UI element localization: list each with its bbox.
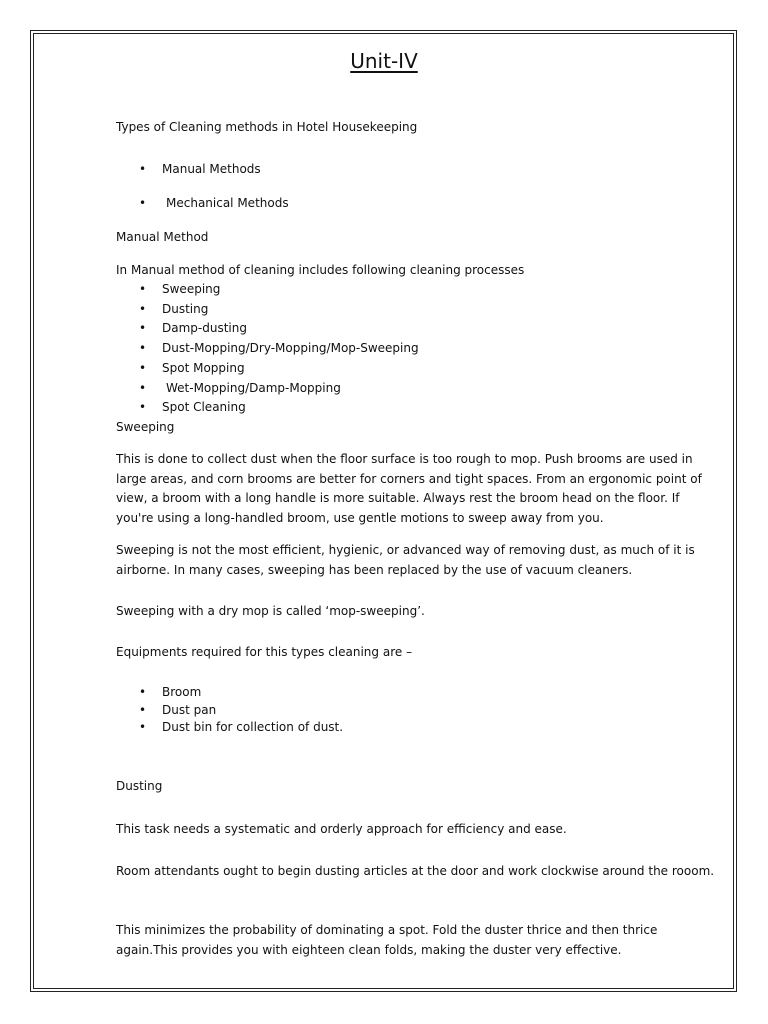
sweeping-paragraph-2: Sweeping is not the most efficient, hygienic, or advanced way of removing dust, as much of it is airborne. In many cases, sweeping has been replaced by the use of vacuum cleaners.: [116, 543, 695, 577]
methods-list: [162, 160, 289, 228]
equipment-intro: Equipments required for this types cleaning are –: [116, 645, 413, 659]
manual-method-heading: Manual Method: [116, 230, 209, 244]
sweeping-paragraph-3: Sweeping with a dry mop is called ‘mop-sweeping’.: [116, 604, 425, 618]
dusting-paragraph-2: Room attendants ought to begin dusting articles at the door and work clockwise around the rooom.: [116, 864, 715, 878]
list-item: • Manual Methods: [162, 160, 289, 194]
list-item: • Dust pan: [162, 702, 343, 720]
manual-processes-list: [162, 280, 419, 418]
dusting-paragraph-3: This minimizes the probability of dominating a spot. Fold the duster thrice and then thrice again.This provides you with eighteen clean folds, making the duster very effective.: [116, 923, 658, 957]
list-item: • Sweeping: [162, 280, 419, 300]
sweeping-heading: Sweeping: [116, 420, 175, 434]
list-item: • Damp-dusting: [162, 319, 419, 339]
equipment-list: [162, 684, 343, 737]
dusting-paragraph-1: This task needs a systematic and orderly approach for efficiency and ease.: [116, 822, 567, 836]
list-item: • Spot Mopping: [162, 359, 419, 379]
dusting-heading: Dusting: [116, 779, 163, 793]
list-item: • Dust bin for collection of dust.: [162, 719, 343, 737]
manual-method-intro: In Manual method of cleaning includes following cleaning processes: [116, 263, 525, 277]
list-item: • Broom: [162, 684, 343, 702]
list-item: • Spot Cleaning: [162, 398, 419, 418]
list-item: • Dusting: [162, 300, 419, 320]
list-item: • Wet-Mopping/Damp-Mopping: [162, 379, 419, 399]
sweeping-paragraph-1: This is done to collect dust when the floor surface is too rough to mop. Push brooms are used in large areas, and corn brooms are better for corners and tight spaces. From an ergonomic point of view, a broom with a long handle is more suitable. Always rest the broom head on the floor. If you're using a long-handled broom, use gentle motions to sweep away from you.: [116, 452, 702, 525]
intro-heading: Types of Cleaning methods in Hotel Housekeeping: [116, 120, 418, 134]
page-title: Unit-IV: [350, 49, 418, 73]
list-item: • Mechanical Methods: [162, 194, 289, 228]
list-item: • Dust-Mopping/Dry-Mopping/Mop-Sweeping: [162, 339, 419, 359]
